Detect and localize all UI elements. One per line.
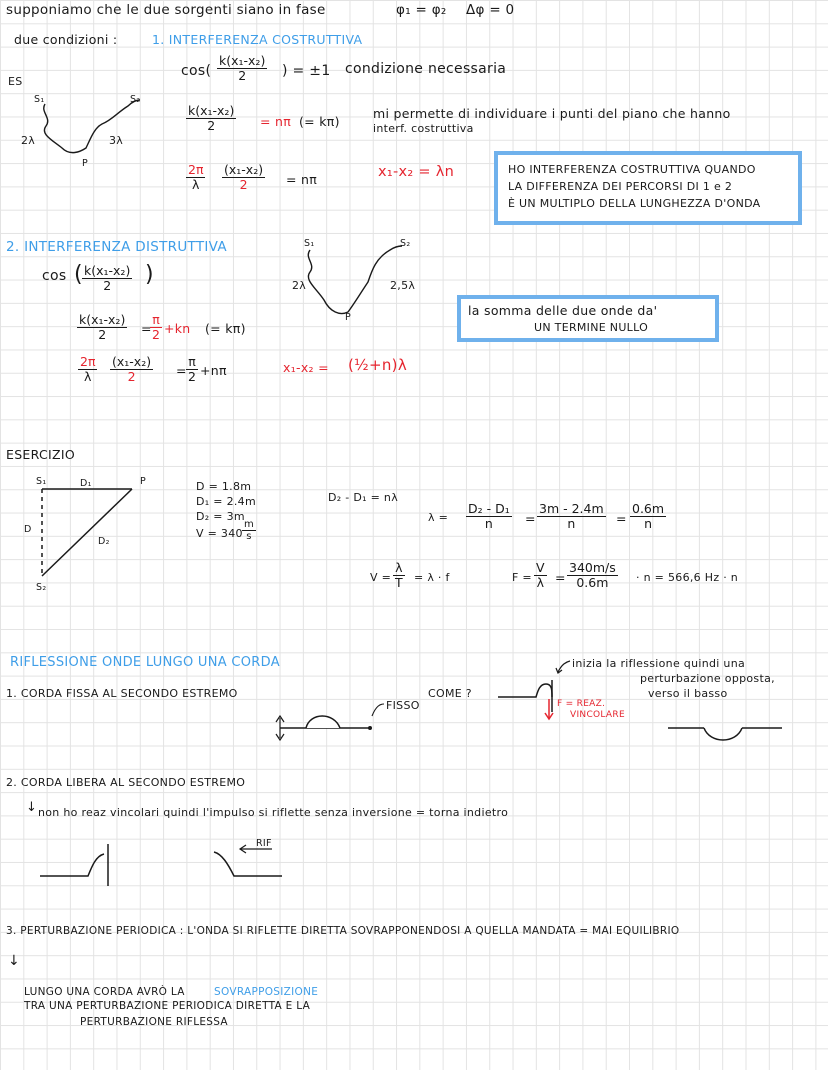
constructive-eq2-denominator: 2 bbox=[207, 118, 216, 133]
intro-line: supponiamo che le due sorgenti siano in fase bbox=[6, 2, 326, 18]
constructive-eq3-b-denominator: 2 bbox=[239, 177, 248, 192]
reflection-item3: 3. PERTURBAZIONE PERIODICA : L'ONDA SI RIFLETTE DIRETTA SOVRAPPONENDOSI A QUELLA MANDATA = MAI EQUILIBRIO bbox=[6, 925, 680, 937]
destructive-cos-label: cos bbox=[42, 268, 67, 284]
reflection-item2-note: non ho reaz vincolari quindi l'impulso si riflette senza inversione = torna indietro bbox=[38, 806, 509, 819]
phase-difference: Δφ = 0 bbox=[466, 2, 515, 18]
constructive-eq3-b-numerator: (x₁-x₂) bbox=[224, 162, 264, 177]
given-v: V = 340 bbox=[196, 527, 243, 540]
constructive-eq3-a-denominator: λ bbox=[192, 177, 200, 192]
constructive-summary-line3: È UN MULTIPLO DELLA LUNGHEZZA D'ONDA bbox=[508, 197, 761, 210]
periodic-note-line3: PERTURBAZIONE RIFLESSA bbox=[80, 1016, 228, 1028]
reflection-title: RIFLESSIONE ONDE LUNGO UNA CORDA bbox=[10, 655, 280, 670]
periodic-note-highlight: SOVRAPPOSIZIONE bbox=[214, 986, 319, 998]
reflection-note-line1: inizia la riflessione quindi una bbox=[572, 657, 746, 670]
lambda-eq-label: λ = bbox=[428, 511, 449, 524]
exercise-d2-label: D₂ bbox=[98, 536, 110, 547]
fig1-s2-label: S₂ bbox=[130, 94, 141, 105]
cos-suffix: ) = ±1 bbox=[282, 63, 331, 79]
fig1-s1-label: S₁ bbox=[34, 94, 45, 105]
lambda-fraction-1-denominator: n bbox=[484, 516, 493, 531]
how-question: COME ? bbox=[428, 687, 472, 700]
destructive-eq2-paren: (= kπ) bbox=[205, 321, 246, 336]
fig2-s2-label: S₂ bbox=[400, 238, 411, 249]
constructive-meaning-line1: mi permette di individuare i punti del piano che hanno bbox=[373, 106, 731, 121]
f-fraction-1-denominator: λ bbox=[536, 575, 544, 590]
f-fraction-2-denominator: 0.6m bbox=[576, 575, 609, 590]
v-eq-result: = λ · f bbox=[414, 571, 450, 584]
fig1-path2-label: 3λ bbox=[109, 134, 124, 147]
phase-equality: φ₁ = φ₂ bbox=[396, 2, 447, 18]
destructive-eq3-a-numerator: 2π bbox=[80, 354, 96, 369]
destructive-eq3-b-denominator: 2 bbox=[127, 369, 136, 384]
reflection-item2: 2. CORDA LIBERA AL SECONDO ESTREMO bbox=[6, 776, 246, 789]
reflection-note-line3: verso il basso bbox=[648, 687, 728, 700]
necessary-condition-note: condizione necessaria bbox=[345, 61, 507, 77]
destructive-cos-close-paren: ) bbox=[145, 262, 154, 287]
constructive-eq2-numerator: k(x₁-x₂) bbox=[188, 103, 235, 118]
given-d: D = 1.8m bbox=[196, 480, 252, 493]
reaction-force-label-2: VINCOLARE bbox=[570, 710, 625, 720]
cos-prefix: cos( bbox=[181, 63, 212, 79]
destructive-eq2-equals: = bbox=[141, 321, 152, 336]
constructive-result: x₁-x₂ = λn bbox=[378, 164, 455, 180]
exercise-d-label: D bbox=[24, 524, 32, 535]
lambda-fraction-3-numerator: 0.6m bbox=[632, 501, 665, 516]
destructive-eq3-pi-numerator: π bbox=[188, 354, 196, 369]
destructive-eq2-pi-denominator: 2 bbox=[152, 327, 160, 342]
periodic-note-line1: LUNGO UNA CORDA AVRÒ LA bbox=[24, 986, 185, 998]
fig2-s1-label: S₁ bbox=[304, 238, 315, 249]
reflected-label: RIF bbox=[256, 838, 272, 849]
constructive-meaning-line2: interf. costruttiva bbox=[373, 122, 474, 135]
cos-argument-numerator: k(x₁-x₂) bbox=[219, 53, 266, 68]
destructive-eq3-pi-denominator: 2 bbox=[188, 369, 196, 384]
destructive-eq3-equals: = bbox=[176, 363, 187, 378]
constructive-eq2-paren: (= kπ) bbox=[299, 114, 340, 129]
exercise-p-label: P bbox=[140, 476, 147, 487]
destructive-cos-numerator: k(x₁-x₂) bbox=[84, 263, 131, 278]
example-label: ES bbox=[8, 75, 23, 88]
lambda-equals-2: = bbox=[616, 511, 627, 526]
exercise-d1-label: D₁ bbox=[80, 478, 92, 489]
lambda-equals-1: = bbox=[525, 511, 536, 526]
destructive-result-paren: (½+n)λ bbox=[348, 356, 407, 374]
down-arrow-icon-2: ↓ bbox=[8, 953, 21, 969]
destructive-summary-line1: la somma delle due onde da' bbox=[468, 303, 658, 318]
exercise-title: ESERCIZIO bbox=[6, 447, 75, 462]
fig2-path2-label: 2,5λ bbox=[390, 279, 416, 292]
destructive-title: 2. INTERFERENZA DISTRUTTIVA bbox=[6, 239, 227, 255]
reflection-note-line2: perturbazione opposta, bbox=[640, 672, 775, 685]
exercise-s2-label: S₂ bbox=[36, 582, 47, 593]
fixed-end-label: FISSO bbox=[386, 699, 420, 712]
destructive-result-prefix: x₁-x₂ = bbox=[283, 360, 329, 375]
fig1-point-label: P bbox=[82, 158, 89, 169]
lambda-fraction-1-numerator: D₂ - D₁ bbox=[468, 501, 510, 516]
lambda-fraction-2-numerator: 3m - 2.4m bbox=[539, 501, 604, 516]
reaction-force-label-1: F = REAZ. bbox=[557, 699, 606, 709]
cos-argument-denominator: 2 bbox=[238, 68, 247, 83]
constructive-title: 1. INTERFERENZA COSTRUTTIVA bbox=[152, 32, 363, 47]
fig2-point-label: P bbox=[345, 312, 352, 323]
v-fraction-numerator: λ bbox=[395, 560, 403, 575]
given-v-unit-denominator: s bbox=[246, 531, 252, 542]
constructive-summary-line2: LA DIFFERENZA DEI PERCORSI DI 1 e 2 bbox=[508, 180, 733, 193]
given-d2: D₂ = 3m bbox=[196, 510, 245, 523]
destructive-cos-open-paren: ( bbox=[74, 262, 83, 287]
destructive-eq3-b-numerator: (x₁-x₂) bbox=[112, 354, 152, 369]
destructive-eq2-denominator: 2 bbox=[98, 327, 107, 342]
destructive-eq2-pi-numerator: π bbox=[152, 312, 160, 327]
f-eq-label: F = bbox=[512, 571, 532, 584]
given-v-unit-numerator: m bbox=[244, 519, 254, 530]
constructive-eq3-a-numerator: 2π bbox=[188, 162, 204, 177]
down-arrow-icon: ↓ bbox=[26, 800, 38, 815]
exercise-s1-label: S₁ bbox=[36, 476, 47, 487]
lambda-fraction-3-denominator: n bbox=[644, 516, 652, 531]
lambda-fraction-2-denominator: n bbox=[567, 516, 576, 531]
two-conditions-label: due condizioni : bbox=[14, 32, 118, 47]
destructive-eq3-rhs: +nπ bbox=[200, 363, 227, 378]
path-difference-relation: D₂ - D₁ = nλ bbox=[328, 491, 399, 504]
constructive-eq3-rhs: = nπ bbox=[286, 172, 318, 187]
destructive-eq2-rhs: +kn bbox=[164, 321, 191, 336]
periodic-note-line2: TRA UNA PERTURBAZIONE PERIODICA DIRETTA E LA bbox=[24, 1000, 311, 1012]
reflection-item1: 1. CORDA FISSA AL SECONDO ESTREMO bbox=[6, 687, 238, 700]
f-fraction-2-numerator: 340m/s bbox=[569, 560, 616, 575]
destructive-eq3-a-denominator: λ bbox=[84, 369, 92, 384]
f-result: · n = 566,6 Hz · n bbox=[636, 571, 739, 584]
v-eq-label: V = bbox=[370, 571, 392, 584]
v-fraction-denominator: T bbox=[395, 575, 403, 590]
constructive-summary-line1: HO INTERFERENZA COSTRUTTIVA QUANDO bbox=[508, 163, 756, 176]
f-fraction-1-numerator: V bbox=[536, 560, 545, 575]
destructive-summary-line2: UN TERMINE NULLO bbox=[534, 321, 649, 334]
constructive-eq2-rhs: = nπ bbox=[260, 114, 292, 129]
f-equals: = bbox=[555, 570, 566, 585]
destructive-cos-denominator: 2 bbox=[103, 278, 112, 293]
given-d1: D₁ = 2.4m bbox=[196, 495, 256, 508]
fig2-path1-label: 2λ bbox=[292, 279, 307, 292]
destructive-eq2-numerator: k(x₁-x₂) bbox=[79, 312, 126, 327]
fig1-path1-label: 2λ bbox=[21, 134, 36, 147]
